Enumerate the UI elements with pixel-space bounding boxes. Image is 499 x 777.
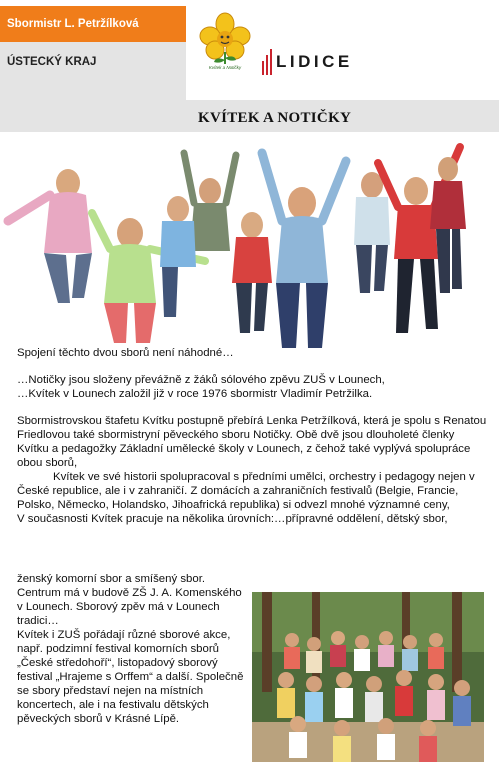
- choir-group-photo: [252, 592, 484, 762]
- paragraph-3: V současnosti Kvítek pracuje na několika úrovních:…přípravné oddělení, dětský sbor,: [17, 513, 448, 525]
- region-panel: [0, 42, 186, 132]
- article-body-narrow: [17, 572, 249, 726]
- page-title: KVÍTEK A NOTIČKY: [198, 110, 352, 126]
- conductor-banner: [0, 6, 186, 42]
- jumping-children-photo: [0, 133, 499, 348]
- conductor-name: Sbormistr L. Petržílková: [7, 18, 139, 30]
- paragraph-1: Sbormistrovskou štafetu Kvítku postupně přebírá Lenka Petržílková, která je spolu s Renatou Friedlovou také sbormistryní pěveckého sboru Notičky. Obě dvě jsou dlouholeté členky Kvítku a pedagožky Základní umělecké školy v Lounech, z čehož také vyplývá spolupráce obou sborů,: [17, 415, 487, 469]
- lidice-logo: [262, 48, 353, 76]
- logo-caption: Kvítek a Notičky: [208, 65, 242, 70]
- kvitek-line: …Kvítek v Lounech založil již v roce 1976 sbormistr Vladimír Petržilka.: [17, 388, 373, 400]
- region-label: ÚSTECKÝ KRAJ: [7, 56, 97, 68]
- intro-line: Spojení těchto dvou sborů není náhodné…: [17, 347, 234, 359]
- noticky-line: …Notičky jsou složeny převážně z žáků sólového zpěvu ZUŠ v Lounech,: [17, 374, 385, 386]
- article-body: [17, 346, 487, 526]
- paragraph-2: Kvítek ve své historii spolupracoval s předními umělci, orchestry i pedagogy nejen v České republice, ale i v zahraničí. Z domácích a zahraničních festivalů (Belgie, Francie, Polsko, Německo, Holandsko, Jihoafrická republika) si odvezl mnohé významné ceny,: [17, 471, 475, 511]
- lidice-bars-icon: [262, 49, 272, 75]
- paragraph-4: ženský komorní sbor a smíšený sbor. Centrum má v budově ZŠ J. A. Komenského v Lounech. Sborový zpěv má v Lounech tradici…: [17, 573, 242, 627]
- lidice-brand: LIDICE: [276, 52, 353, 71]
- paragraph-5: Kvítek i ZUŠ pořádají různé sborové akce, např. podzimní festival komorních sborů „České středohoří“, listopadový sborový festival „Hrajeme s Orffem“ a další. Společně se sbory představí nejen na místních koncertech, ale i na festivalu dětských pěveckých sborů v Krásné Lípě.: [17, 629, 244, 725]
- kvitek-logo: [196, 12, 254, 70]
